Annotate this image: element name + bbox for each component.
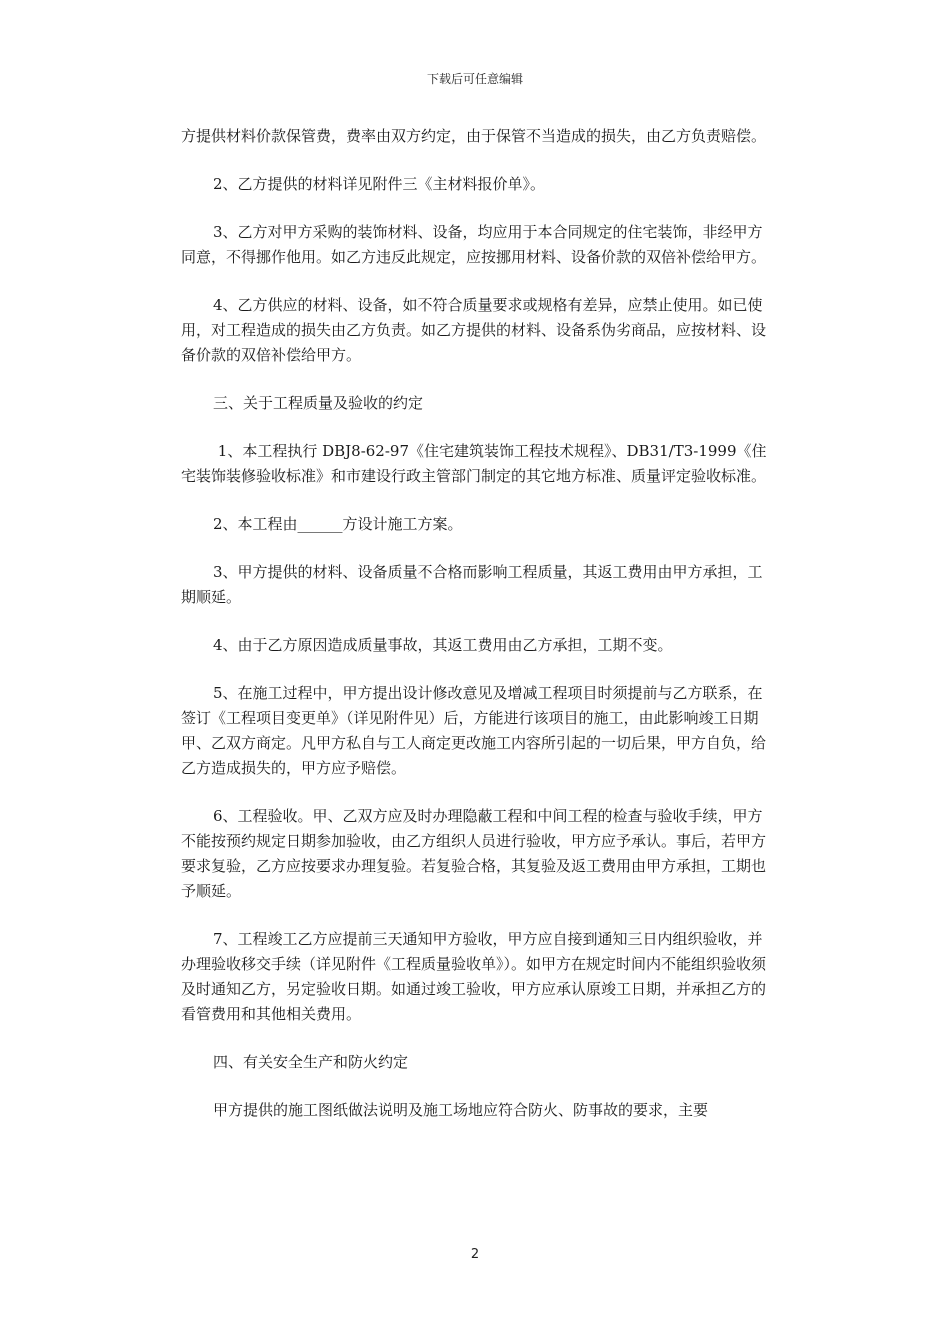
section-heading: 三、关于工程质量及验收的约定 xyxy=(213,394,424,412)
paragraph: 5、在施工过程中，甲方提出设计修改意见及增减工程项目时须提前与乙方联系，在签订《工程项目变更单》（详见附件见）后，方能进行该项目的施工，由此影响竣工日期甲、乙双方商定。凡甲方私自与工人商定更改施工内容所引起的一切后果，甲方自负，给乙方造成损失的，甲方应予赔偿。 xyxy=(181,684,767,777)
paragraph: 2、本工程由______方设计施工方案。 xyxy=(213,515,463,533)
paragraph: 3、甲方提供的材料、设备质量不合格而影响工程质量，其返工费用由甲方承担，工期顺延。 xyxy=(181,563,763,606)
paragraph: 甲方提供的施工图纸做法说明及施工场地应符合防火、防事故的要求，主要 xyxy=(213,1101,709,1119)
page-header: 下载后可任意编辑 xyxy=(426,72,523,86)
page-number: 2 xyxy=(470,1247,480,1262)
document-body xyxy=(181,124,773,1146)
paragraph: 6、工程验收。甲、乙双方应及时办理隐蔽工程和中间工程的检查与验收手续，甲方不能按预约规定日期参加验收，由乙方组织人员进行验收，甲方应予承认。事后，若甲方要求复验，乙方应按要求办理复验。若复验合格，其复验及返工费用由甲方承担，工期也予顺延。 xyxy=(181,807,767,900)
paragraph: 1、本工程执行 DBJ8-62-97《住宅建筑装饰工程技术规程》、DB31/T3-1999《住宅装饰装修验收标准》和市建设行政主管部门制定的其它地方标准、质量评定验收标准。 xyxy=(181,442,767,485)
paragraph: 7、工程竣工乙方应提前三天通知甲方验收，甲方应自接到通知三日内组织验收，并办理验收移交手续（详见附件《工程质量验收单》）。如甲方在规定时间内不能组织验收须及时通知乙方，另定验收日期。如通过竣工验收，甲方应承认原竣工日期，并承担乙方的看管费用和其他相关费用。 xyxy=(181,930,767,1023)
paragraph: 4、由于乙方原因造成质量事故，其返工费用由乙方承担，工期不变。 xyxy=(213,636,673,654)
paragraph: 3、乙方对甲方采购的装饰材料、设备，均应用于本合同规定的住宅装饰，非经甲方同意，不得挪作他用。如乙方违反此规定，应按挪用材料、设备价款的双倍补偿给甲方。 xyxy=(181,223,767,266)
paragraph: 2、乙方提供的材料详见附件三《主材料报价单》。 xyxy=(213,175,546,193)
paragraph: 方提供材料价款保管费，费率由双方约定，由于保管不当造成的损失，由乙方负责赔偿。 xyxy=(181,127,767,145)
paragraph: 4、乙方供应的材料、设备，如不符合质量要求或规格有差异，应禁止使用。如已使用，对工程造成的损失由乙方负责。如乙方提供的材料、设备系伪劣商品，应按材料、设备价款的双倍补偿给甲方。 xyxy=(181,296,767,364)
section-heading: 四、有关安全生产和防火约定 xyxy=(213,1053,409,1071)
